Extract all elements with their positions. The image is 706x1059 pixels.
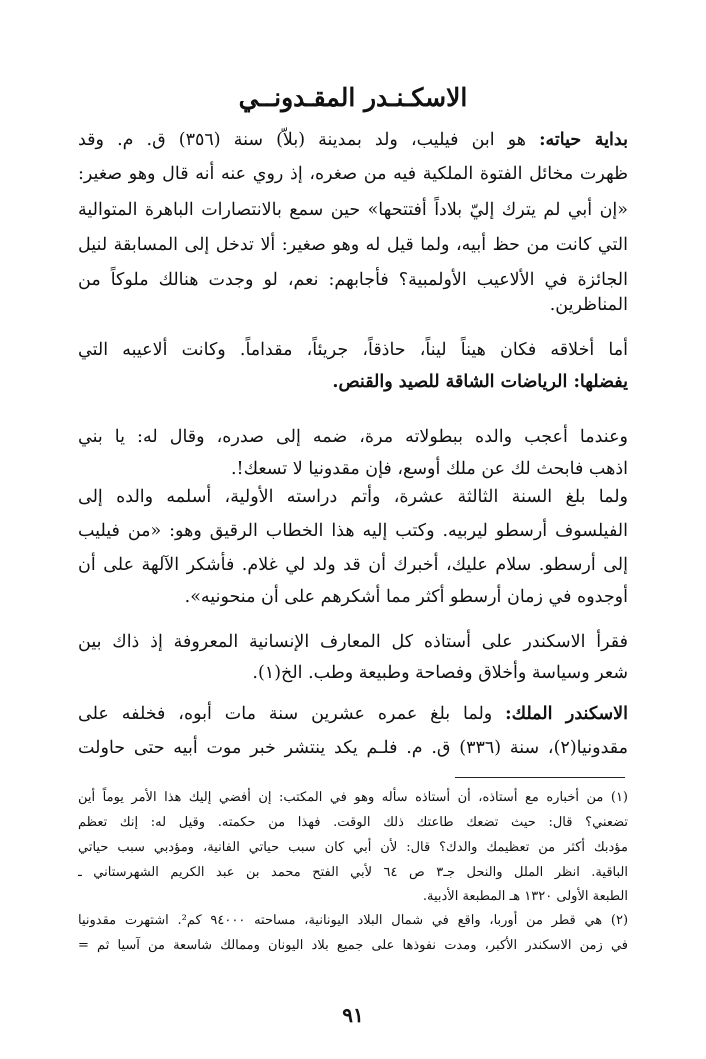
footnote-line: (١) من أخباره مع أستاذه، أن أستاذه سأله وهو في المكتب: إن أفضي إليك هذا الأمر يوماً أين <box>78 790 628 805</box>
body-line: اذهب فابحث لك عن ملك أوسع، فإن مقدونيا لا تسعك!. <box>230 459 628 479</box>
body-line: أوجدوه في زمان أرسطو أكثر مما أشكرهم على أن منحونيه». <box>184 587 628 607</box>
footnote-separator <box>455 777 625 778</box>
section-heading-king: الاسكندر الملك: <box>505 704 628 724</box>
body-line: المناظرين. <box>549 295 628 315</box>
footnote-line: الباقية. انظر الملل والنحل جـ٣ ص ٦٤ لأبي الفتح محمد بن عبد الكريم الشهرستاني ـ <box>78 865 628 880</box>
body-line <box>78 365 628 399</box>
body-line <box>78 697 628 731</box>
body-line: شعر وسياسة وأخلاق وفصاحة وطبيعة وطب. الخ(١). <box>252 663 628 683</box>
footnote-line: مؤدبك أكثر من تعظيمك والدك؟ قال: لأن أبي كان سبب حياتي الفانية، ومؤدبي سبب حياتي <box>78 840 628 855</box>
body-line <box>78 123 628 157</box>
body-line: إلى أرسطو. سلام عليك، أخبرك أن قد ولد لي غلام. فأشكر الآلهة على أن <box>78 555 628 575</box>
body-line: ولما بلغ السنة الثالثة عشرة، وأتم دراسته الأولية، أسلمه والده إلى <box>78 487 628 507</box>
body-line: ظهرت مخائل الفتوة الملكية فيه من صغره، إذ روي عنه أنه قال وهو صغير: <box>78 164 628 184</box>
section-heading-early-life: بداية حياته: <box>539 130 628 150</box>
body-line: الفيلسوف أرسطو ليربيه. وكتب إليه هذا الخطاب الرقيق وهو: «من فيليب <box>78 521 628 541</box>
page-number: ٩١ <box>342 1003 364 1027</box>
body-line: أما أخلاقه فكان هيناً ليناً، حاذقاً، جريئاً، مقداماً. وكانت ألاعيبه التي <box>78 340 628 360</box>
body-line: فقرأ الاسكندر على أستاذه كل المعارف الإنسانية المعروفة إذ ذاك بين <box>78 632 628 652</box>
body-text: يفضلها: الرياضات الشاقة للصيد والقنص. <box>332 372 628 392</box>
body-line: الجائزة في الألاعيب الأولمبية؟ فأجابهم: نعم، لو وجدت هنالك ملوكاً من <box>78 270 628 290</box>
footnote-line: في زمن الاسكندر الأكبر، ومدت نفوذها على جميع بلاد اليونان وممالك شاسعة من آسيا ثم = <box>78 938 628 953</box>
body-line: «إن أبي لم يترك إليّ بلاداً أفتتحها» حين سمع بالانتصارات الباهرة المتوالية <box>78 200 628 220</box>
body-text: هو ابن فيليب، ولد بمدينة (بلاّ) سنة (٣٥٦) ق. م. وقد <box>78 130 526 150</box>
body-text: ولما بلغ عمره عشرين سنة مات أبوه، فخلفه على <box>78 704 493 724</box>
body-line: مقدونيا(٢)، سنة (٣٣٦) ق. م. فلـم يكد ينتشر خبر موت أبيه حتى حاولت <box>78 738 628 758</box>
body-line: التي كانت من حظ أبيه، ولما قيل له وهو صغير: ألا تدخل إلى المسابقة لنيل <box>78 235 628 255</box>
footnote-line: تضعني؟ قال: حيث تضعك طاعتك ذلك الوقت. فهذا من حكمته. وقيل له: إنك تعظم <box>78 815 628 830</box>
footnote-line: الطبعة الأولى ١٣٢٠ هـ المطبعة الأدبية. <box>422 889 628 904</box>
body-line: وعندما أعجب والده ببطولاته مرة، ضمه إلى صدره، وقال له: يا بني <box>78 427 628 447</box>
page-title: الاسكـنـدر المقـدونــي <box>238 83 468 112</box>
footnote-line: (٢) هي قطر من أوربا، واقع في شمال البلاد اليونانية، مساحته ٩٤٠٠٠ كم². اشتهرت مقدونيا <box>78 913 628 928</box>
